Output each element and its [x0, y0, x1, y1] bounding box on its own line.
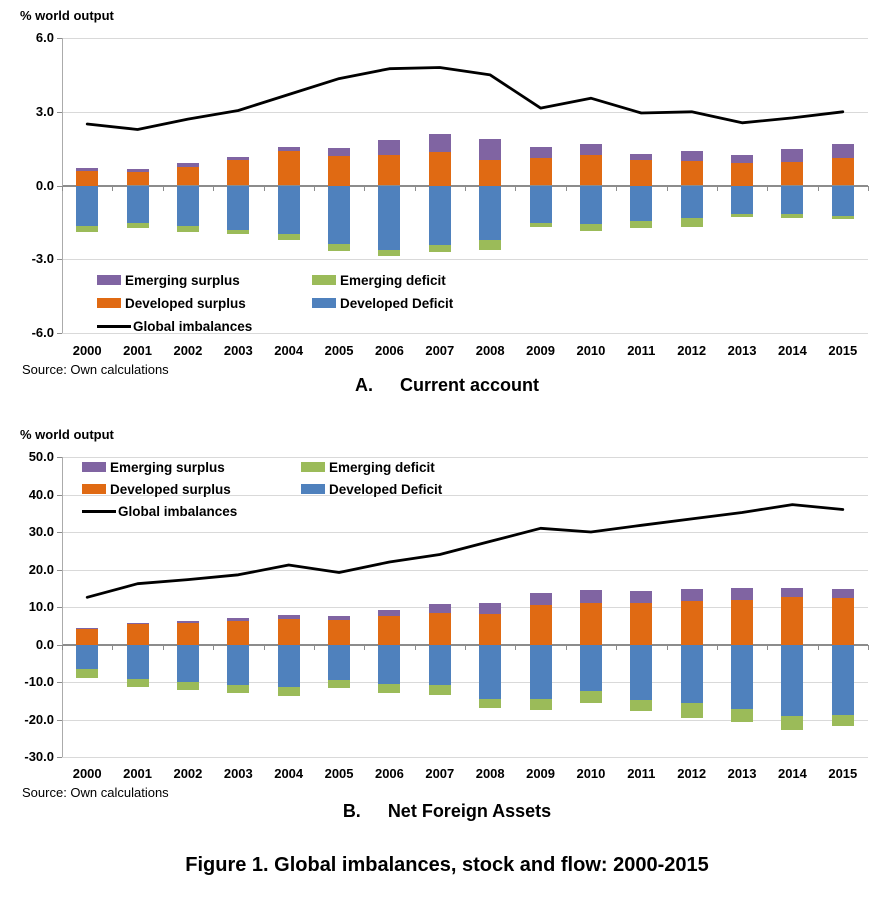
y-tick-label: 6.0 [35, 30, 54, 45]
category-axis-tick [566, 186, 567, 191]
legend-label: Emerging surplus [110, 459, 225, 475]
legend-item-developed-surplus [82, 480, 231, 498]
gridline [62, 757, 868, 758]
category-axis-tick [465, 645, 466, 650]
bar-segment-emerging-surplus [378, 140, 400, 155]
bar-segment-emerging-deficit [127, 679, 149, 688]
bar-segment-emerging-surplus [227, 618, 249, 621]
bar-segment-emerging-surplus [127, 623, 149, 624]
bar-segment-emerging-surplus [731, 155, 753, 164]
gridline [62, 38, 868, 39]
bar-segment-developed-surplus [580, 603, 602, 645]
legend-color-swatch [82, 484, 106, 494]
x-tick-label: 2003 [223, 343, 253, 358]
x-tick-label: 2011 [627, 343, 656, 358]
legend-label: Emerging surplus [125, 272, 240, 288]
bar-segment-emerging-deficit [429, 245, 451, 252]
bar-segment-developed-deficit [479, 186, 501, 240]
y-tick-label: 20.0 [28, 561, 54, 577]
legend-item-developed-deficit [312, 294, 453, 312]
bar-segment-developed-deficit [378, 645, 400, 684]
bar-segment-emerging-deficit [479, 699, 501, 708]
bar-segment-developed-deficit [127, 186, 149, 223]
bar-segment-emerging-surplus [278, 147, 300, 151]
bar-segment-emerging-deficit [630, 221, 652, 228]
bar-segment-developed-deficit [479, 645, 501, 699]
x-tick-label: 2013 [727, 343, 757, 358]
bar-segment-emerging-surplus [832, 589, 854, 598]
y-tick-label: -20.0 [24, 711, 54, 727]
bar-segment-developed-surplus [177, 167, 199, 186]
bar-segment-developed-deficit [227, 186, 249, 230]
y-tick-label: 40.0 [28, 486, 54, 502]
x-tick-label: 2007 [425, 766, 455, 781]
x-tick-label: 2004 [274, 343, 304, 358]
y-tick-label: 0.0 [35, 177, 54, 193]
legend-color-swatch [301, 484, 325, 494]
bar-segment-emerging-deficit [530, 699, 552, 711]
category-axis-tick [767, 186, 768, 191]
bar-segment-developed-surplus [731, 163, 753, 185]
bar-segment-developed-surplus [328, 620, 350, 644]
bar-segment-developed-deficit [328, 645, 350, 680]
y-tick-label: 0.0 [35, 636, 54, 652]
category-axis-tick [163, 186, 164, 191]
category-axis-tick [616, 645, 617, 650]
bar-segment-emerging-deficit [76, 669, 98, 678]
bar-segment-emerging-surplus [781, 149, 803, 163]
legend-color-swatch [97, 275, 121, 285]
bar-segment-emerging-surplus [227, 157, 249, 160]
bar-segment-emerging-surplus [378, 610, 400, 616]
bar-segment-emerging-deficit [328, 680, 350, 689]
bar-segment-emerging-surplus [278, 615, 300, 619]
bar-segment-emerging-deficit [630, 700, 652, 712]
y-axis-tick [57, 757, 62, 758]
bar-segment-developed-deficit [630, 645, 652, 700]
gridline [62, 532, 868, 533]
bar-segment-developed-deficit [227, 645, 249, 686]
panel-a-title-letter: A. [354, 375, 373, 395]
gridline [62, 259, 868, 260]
legend-label: Developed Deficit [340, 295, 454, 311]
x-tick-label: 2014 [777, 766, 807, 781]
x-tick-label: 2003 [223, 766, 253, 781]
x-tick-label: 2008 [475, 343, 505, 358]
bar-segment-developed-deficit [177, 186, 199, 227]
bar-segment-developed-deficit [681, 186, 703, 218]
bar-segment-emerging-surplus [328, 148, 350, 156]
category-axis-tick [566, 645, 567, 650]
x-tick-label: 2012 [677, 343, 707, 358]
bar-segment-developed-deficit [681, 645, 703, 704]
bar-segment-developed-deficit [76, 645, 98, 670]
x-tick-label: 2002 [173, 343, 203, 358]
figure-caption: Figure 1. Global imbalances, stock and flow: 2000-2015 [185, 854, 709, 876]
bar-segment-developed-deficit [731, 186, 753, 214]
bar-segment-emerging-surplus [580, 144, 602, 155]
bar-segment-developed-surplus [429, 613, 451, 645]
bar-segment-emerging-surplus [580, 590, 602, 603]
y-tick-label: 30.0 [28, 524, 54, 539]
panel-a-title [0, 375, 894, 396]
category-axis-tick [264, 186, 265, 191]
x-tick-label: 2005 [324, 343, 354, 358]
y-tick-label: -10.0 [24, 674, 54, 689]
category-axis-tick [515, 186, 516, 191]
x-tick-label: 2004 [274, 766, 304, 781]
bar-segment-emerging-surplus [177, 621, 199, 623]
bar-segment-developed-surplus [76, 171, 98, 186]
panel-a-axis-unit-label: % world output [20, 8, 114, 23]
y-axis-tick [57, 333, 62, 334]
y-tick-label: -30.0 [24, 749, 54, 764]
category-axis-tick [163, 645, 164, 650]
bar-segment-emerging-surplus [177, 163, 199, 166]
bar-segment-developed-surplus [681, 161, 703, 186]
bar-segment-developed-deficit [127, 645, 149, 679]
bar-segment-developed-deficit [429, 645, 451, 686]
legend-label: Global imbalances [133, 318, 253, 334]
bar-segment-developed-surplus [227, 621, 249, 645]
bar-segment-emerging-deficit [479, 240, 501, 250]
bar-segment-developed-surplus [127, 172, 149, 186]
bar-segment-developed-deficit [580, 645, 602, 692]
category-axis-tick [213, 186, 214, 191]
legend-color-swatch [312, 275, 336, 285]
bar-segment-emerging-deficit [278, 687, 300, 696]
bar-segment-developed-surplus [227, 160, 249, 186]
bar-segment-emerging-surplus [76, 628, 98, 629]
panel-a-source-note: Source: Own calculations [22, 362, 169, 377]
bar-segment-developed-surplus [731, 600, 753, 644]
category-axis-tick [667, 645, 668, 650]
bar-segment-emerging-deficit [76, 226, 98, 233]
bar-segment-emerging-deficit [580, 691, 602, 703]
bar-segment-developed-surplus [328, 156, 350, 186]
bar-segment-developed-surplus [630, 160, 652, 186]
legend-item-emerging-surplus [82, 458, 225, 476]
legend-item-developed-surplus [97, 294, 246, 312]
bar-segment-emerging-surplus [328, 616, 350, 620]
category-axis-tick [264, 645, 265, 650]
bar-segment-emerging-surplus [479, 603, 501, 614]
bar-segment-developed-surplus [479, 160, 501, 186]
legend-label: Developed surplus [125, 295, 246, 311]
x-tick-label: 2000 [72, 766, 102, 781]
category-axis-tick [314, 186, 315, 191]
bar-segment-developed-deficit [278, 186, 300, 235]
bar-segment-emerging-deficit [681, 703, 703, 718]
bar-segment-developed-surplus [278, 151, 300, 185]
gridline [62, 570, 868, 571]
legend-line-swatch [97, 325, 131, 328]
bar-segment-developed-deficit [731, 645, 753, 709]
y-tick-label: 3.0 [35, 103, 54, 119]
legend-label: Global imbalances [118, 503, 238, 519]
bar-segment-emerging-deficit [429, 685, 451, 695]
bar-segment-emerging-surplus [479, 139, 501, 160]
x-tick-label: 2014 [777, 343, 807, 358]
bar-segment-developed-surplus [429, 152, 451, 185]
y-tick-label: -3.0 [31, 251, 54, 267]
bar-segment-emerging-surplus [681, 589, 703, 601]
bar-segment-developed-deficit [177, 645, 199, 683]
category-axis-tick [717, 645, 718, 650]
x-tick-label: 2010 [576, 343, 606, 358]
bar-segment-emerging-deficit [378, 250, 400, 256]
bar-segment-emerging-surplus [832, 144, 854, 159]
legend-item-global-imbalances [82, 502, 237, 520]
bar-segment-developed-surplus [630, 603, 652, 645]
bar-segment-emerging-deficit [731, 214, 753, 218]
bar-segment-developed-deficit [832, 186, 854, 216]
bar-segment-developed-surplus [832, 158, 854, 185]
legend-item-emerging-deficit [312, 271, 446, 289]
bar-segment-emerging-surplus [127, 169, 149, 172]
value-axis-line [62, 457, 63, 757]
bar-segment-developed-surplus [127, 624, 149, 645]
bar-segment-emerging-surplus [731, 588, 753, 601]
x-tick-label: 2002 [173, 766, 203, 781]
bar-segment-emerging-deficit [328, 244, 350, 250]
category-axis-tick [868, 645, 869, 650]
bar-segment-developed-deficit [328, 186, 350, 245]
bar-segment-emerging-deficit [127, 223, 149, 228]
category-axis-tick [62, 645, 63, 650]
bar-segment-developed-deficit [429, 186, 451, 245]
bar-segment-emerging-deficit [227, 685, 249, 693]
y-tick-label: 50.0 [28, 449, 54, 464]
bar-segment-developed-deficit [832, 645, 854, 716]
category-axis-tick [818, 645, 819, 650]
category-axis-tick [112, 645, 113, 650]
bar-segment-emerging-deficit [177, 682, 199, 690]
bar-segment-developed-surplus [378, 616, 400, 645]
panel-b-title-letter: B. [342, 801, 361, 821]
bar-segment-developed-surplus [278, 619, 300, 645]
bar-segment-emerging-surplus [630, 591, 652, 603]
legend-color-swatch [97, 298, 121, 308]
x-tick-label: 2000 [72, 343, 102, 358]
bar-segment-emerging-deficit [832, 216, 854, 219]
category-axis-tick [112, 186, 113, 191]
bar-segment-emerging-surplus [429, 604, 451, 613]
bar-segment-emerging-deficit [681, 218, 703, 227]
x-tick-label: 2007 [425, 343, 455, 358]
category-axis-tick [314, 645, 315, 650]
legend-item-developed-deficit [301, 480, 442, 498]
legend-item-emerging-deficit [301, 458, 435, 476]
legend-label: Developed surplus [110, 481, 231, 497]
category-axis-tick [818, 186, 819, 191]
bar-segment-developed-surplus [378, 155, 400, 186]
bar-segment-developed-deficit [530, 186, 552, 223]
bar-segment-emerging-deficit [781, 716, 803, 730]
bar-segment-emerging-deficit [177, 226, 199, 231]
bar-segment-emerging-deficit [378, 684, 400, 693]
x-tick-label: 2001 [123, 766, 153, 781]
bar-segment-developed-deficit [278, 645, 300, 688]
x-tick-label: 2001 [123, 343, 153, 358]
category-axis-tick [868, 186, 869, 191]
bar-segment-emerging-deficit [580, 224, 602, 231]
x-tick-label: 2008 [475, 766, 505, 781]
legend-label: Developed Deficit [329, 481, 443, 497]
legend-label: Emerging deficit [340, 272, 446, 288]
category-axis-tick [465, 186, 466, 191]
panel-b-source-note: Source: Own calculations [22, 785, 169, 800]
legend-item-emerging-surplus [97, 271, 240, 289]
bar-segment-emerging-deficit [530, 223, 552, 227]
bar-segment-emerging-deficit [278, 234, 300, 240]
legend-color-swatch [82, 462, 106, 472]
x-tick-label: 2015 [828, 343, 858, 358]
y-tick-label: 10.0 [28, 599, 54, 614]
bar-segment-emerging-deficit [731, 709, 753, 722]
bar-segment-developed-deficit [781, 186, 803, 215]
y-tick-label: -6.0 [31, 325, 54, 340]
legend-color-swatch [301, 462, 325, 472]
bar-segment-developed-surplus [76, 629, 98, 644]
panel-a-title-text: Current account [399, 375, 540, 395]
bar-segment-developed-surplus [530, 605, 552, 644]
category-axis-tick [415, 645, 416, 650]
x-tick-label: 2006 [374, 766, 404, 781]
bar-segment-developed-surplus [781, 162, 803, 185]
legend-item-global-imbalances [97, 317, 252, 335]
x-tick-label: 2009 [526, 766, 556, 781]
bar-segment-developed-surplus [681, 601, 703, 644]
bar-segment-developed-deficit [378, 186, 400, 250]
bar-segment-emerging-deficit [781, 214, 803, 218]
bar-segment-developed-surplus [781, 597, 803, 645]
category-axis-tick [62, 186, 63, 191]
category-axis-tick [667, 186, 668, 191]
panel-b-title [0, 801, 894, 822]
x-tick-label: 2012 [677, 766, 707, 781]
category-axis-tick [515, 645, 516, 650]
category-axis-tick [767, 645, 768, 650]
bar-segment-developed-deficit [630, 186, 652, 221]
legend-label: Emerging deficit [329, 459, 435, 475]
bar-segment-emerging-surplus [781, 588, 803, 597]
category-axis-tick [415, 186, 416, 191]
x-tick-label: 2011 [627, 766, 656, 781]
bar-segment-emerging-surplus [76, 168, 98, 171]
bar-segment-developed-surplus [530, 158, 552, 185]
legend-color-swatch [312, 298, 336, 308]
bar-segment-emerging-deficit [227, 230, 249, 235]
bar-segment-emerging-surplus [630, 154, 652, 159]
bar-segment-emerging-surplus [530, 593, 552, 605]
bar-segment-developed-deficit [530, 645, 552, 699]
bar-segment-developed-surplus [580, 155, 602, 186]
bar-segment-developed-deficit [580, 186, 602, 224]
x-tick-label: 2010 [576, 766, 606, 781]
bar-segment-developed-surplus [832, 598, 854, 645]
bar-segment-emerging-surplus [530, 147, 552, 158]
bar-segment-developed-surplus [479, 614, 501, 645]
category-axis-tick [364, 645, 365, 650]
panel-b-axis-unit-label: % world output [20, 427, 114, 442]
x-tick-label: 2013 [727, 766, 757, 781]
gridline [62, 112, 868, 113]
category-axis-tick [616, 186, 617, 191]
bar-segment-developed-deficit [76, 186, 98, 226]
bar-segment-emerging-surplus [681, 151, 703, 161]
x-tick-label: 2009 [526, 343, 556, 358]
bar-segment-developed-surplus [177, 623, 199, 644]
panel-b-title-text: Net Foreign Assets [387, 801, 552, 821]
bar-segment-emerging-surplus [429, 134, 451, 152]
x-tick-label: 2005 [324, 766, 354, 781]
bar-segment-developed-deficit [781, 645, 803, 717]
x-tick-label: 2006 [374, 343, 404, 358]
legend-line-swatch [82, 510, 116, 513]
category-axis-tick [717, 186, 718, 191]
x-tick-label: 2015 [828, 766, 858, 781]
bar-segment-emerging-deficit [832, 715, 854, 726]
category-axis-tick [213, 645, 214, 650]
category-axis-tick [364, 186, 365, 191]
